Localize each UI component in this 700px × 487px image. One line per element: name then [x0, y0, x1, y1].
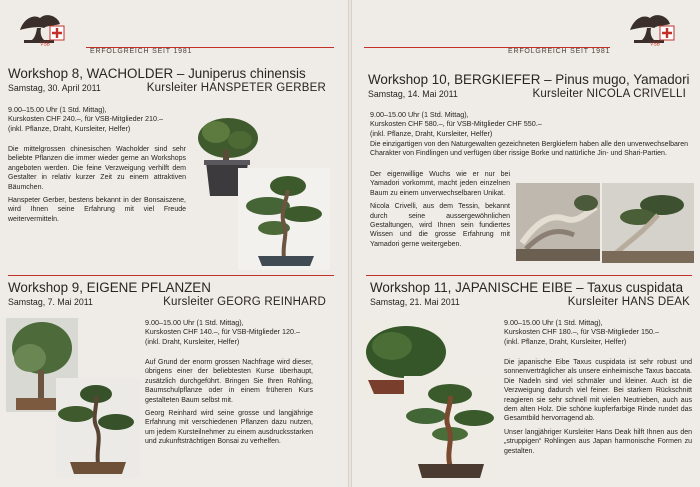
workshop-11-incl: (inkl. Pflanze, Draht, Kursleiter, Helfer): [504, 336, 627, 346]
workshop-10-info: [370, 110, 690, 138]
left-page: [0, 0, 348, 487]
workshop-8-leader: Kursleiter HANSPETER GERBER: [146, 82, 326, 94]
workshop-10-intro: [370, 140, 688, 163]
workshop-8-heading: Workshop 8, WACHOLDER – Juniperus chinensis: [8, 66, 306, 81]
workshop-9-incl: (inkl. Draht, Kursleiter, Helfer): [145, 336, 240, 346]
workshop-10-body: [370, 170, 510, 253]
mountain-pine-photo-2: [602, 183, 694, 263]
workshop-11-time: 9.00–15.00 Uhr (1 Std. Mittag),: [504, 318, 603, 327]
workshop-9-leader: Kursleiter GEORG REINHARD: [163, 296, 326, 308]
separator-rule: [8, 275, 334, 276]
workshop-11-body: [504, 358, 692, 460]
workshop-10-paragraph: Die einzigartigen von den Naturgewalten gezeichneten Bergkiefern haben alle den unverwechselbaren Charakter von Findlingen und verfügen über rissige Borke und natürliche Jin- und Shari-Partien.: [370, 141, 688, 158]
workshop-8-date: Samstag, 30. April 2011: [8, 83, 101, 93]
workshop-8-paragraph: Die mittelgrossen chinesischen Wacholder sind sehr beliebte Pflanzen die immer wieder gerne an Workshops angeboten werden. Die feine Verzweigung verhilft dem Gestalter in relativ kurzer Zeit zu einem attraktiven Bäumchen.: [8, 146, 186, 191]
mountain-pine-photo-1: [516, 183, 600, 261]
workshop-8-header: [8, 66, 326, 94]
workshop-8-info: [8, 105, 218, 133]
workshop-9-date: Samstag, 7. Mai 2011: [8, 297, 93, 307]
workshop-11-info: [504, 318, 694, 346]
workshop-11-paragraph: Die japanische Eibe Taxus cuspidata ist sehr robust und sonnenverträglicher als unsere einheimische Taxus baccata. Die Nadeln sind viel schmäler und kleiner. Auch ist die Verzweigung dadurch viel feiner. Bei starkem Rückschnitt reagieren sie sehr schnell mit vielen Neutrieben, auch aus dem alten Holz. Die schöne kupferfarbige Rinde rundet das Gesamtbild hervorragend ab.: [504, 359, 692, 423]
workshop-11-heading: Workshop 11, JAPANISCHE EIBE – Taxus cuspidata: [370, 280, 684, 295]
workshop-11-header: [370, 280, 690, 308]
workshop-10-time: 9.00–15.00 Uhr (1 Std. Mittag),: [370, 110, 469, 119]
since-label: ERFOLGREICH SEIT 1981: [508, 48, 611, 55]
workshop-9-info: [145, 318, 340, 346]
workshop-10-paragraph: Nicola Crivelli, aus dem Tessin, bekannt durch seine aussergewöhnlichen Gestaltungen, wird Ihnen sein fundiertes Wissen und die grosse Erfahrung mit Yamadori gerne weitergeben.: [370, 203, 510, 248]
workshop-9-paragraph: Auf Grund der enorm grossen Nachfrage wird dieser, übrigens einer der beliebtesten Kurse überhaupt, zusätzlich durchgeführt. Bringen Sie Ihren Rohling, Baumschulpflanze oder in einem früheren Kurs gestalteten Baum selbst mit.: [145, 359, 313, 404]
workshop-8-cost: Kurskosten CHF 240.–, für VSB-Mitglieder 210.–: [8, 114, 164, 124]
workshop-9-body: [145, 358, 313, 451]
workshop-9-paragraph: Georg Reinhard wird seine grosse und langjährige Erfahrung mit verschiedenen Pflanzen dazu nutzen, um jedem Kursteilnehmer zu einem ausdrucksstarken und zukunftsträchtigen Bonsai zu verhelfen.: [145, 410, 313, 446]
logo-text: VSB: [40, 41, 51, 46]
workshop-11-leader: Kursleiter HANS DEAK: [567, 296, 690, 308]
workshop-9-header: [8, 280, 326, 308]
since-label: ERFOLGREICH SEIT 1981: [90, 48, 193, 55]
separator-rule: [366, 275, 692, 276]
workshop-10-heading: Workshop 10, BERGKIEFER – Pinus mugo, Yamadori: [368, 72, 690, 87]
workshop-10-leader: Kursleiter NICOLA CRIVELLI: [532, 88, 686, 100]
workshop-9-heading: Workshop 9, EIGENE PFLANZEN: [8, 280, 211, 295]
workshop-8-incl: (inkl. Pflanze, Draht, Kursleiter, Helfer): [8, 123, 131, 133]
workshop-10-date: Samstag, 14. Mai 2011: [368, 89, 458, 99]
workshop-8-body: [8, 145, 186, 228]
yew-photo-2: [404, 376, 498, 482]
vsb-logo: [10, 6, 68, 46]
juniper-photo-bonsai: [238, 168, 330, 270]
workshop-9-cost: Kurskosten CHF 140.–, für VSB-Mitglieder 120.–: [145, 327, 301, 337]
workshop-10-header: [368, 72, 690, 100]
workshop-11-date: Samstag, 21. Mai 2011: [370, 297, 460, 307]
own-plant-photo-2: [56, 378, 140, 478]
logo-text: VSB: [650, 41, 661, 46]
workshop-10-paragraph: Der eigenwillige Wuchs wie er nur bei Yamadori vorkommt, macht jeden einzelnen Baum zu einem unverwechselbaren Unikat.: [370, 171, 510, 197]
vsb-logo: [620, 6, 678, 46]
workshop-11-cost: Kurskosten CHF 180.–, für VSB-Mitglieder 150.–: [504, 327, 660, 337]
workshop-8-paragraph: Hanspeter Gerber, bestens bekannt in der Bonsaiszene, wird Ihnen seine Erfahrung mit viel Freude weitervermitteln.: [8, 197, 186, 223]
workshop-10-incl: (inkl. Pflanze, Draht, Kursleiter, Helfer): [370, 128, 493, 138]
workshop-8-time: 9.00–15.00 Uhr (1 Std. Mittag),: [8, 105, 107, 114]
right-page: [352, 0, 700, 487]
workshop-11-paragraph: Unser langjähriger Kursleiter Hans Deak hilft Ihnen aus den „struppigen“ Rohlingen aus Japan harmonische Formen zu gestalten.: [504, 428, 692, 455]
workshop-9-time: 9.00–15.00 Uhr (1 Std. Mittag),: [145, 318, 244, 327]
workshop-10-cost: Kurskosten CHF 580.–, für VSB-Mitglieder CHF 550.–: [370, 119, 542, 129]
